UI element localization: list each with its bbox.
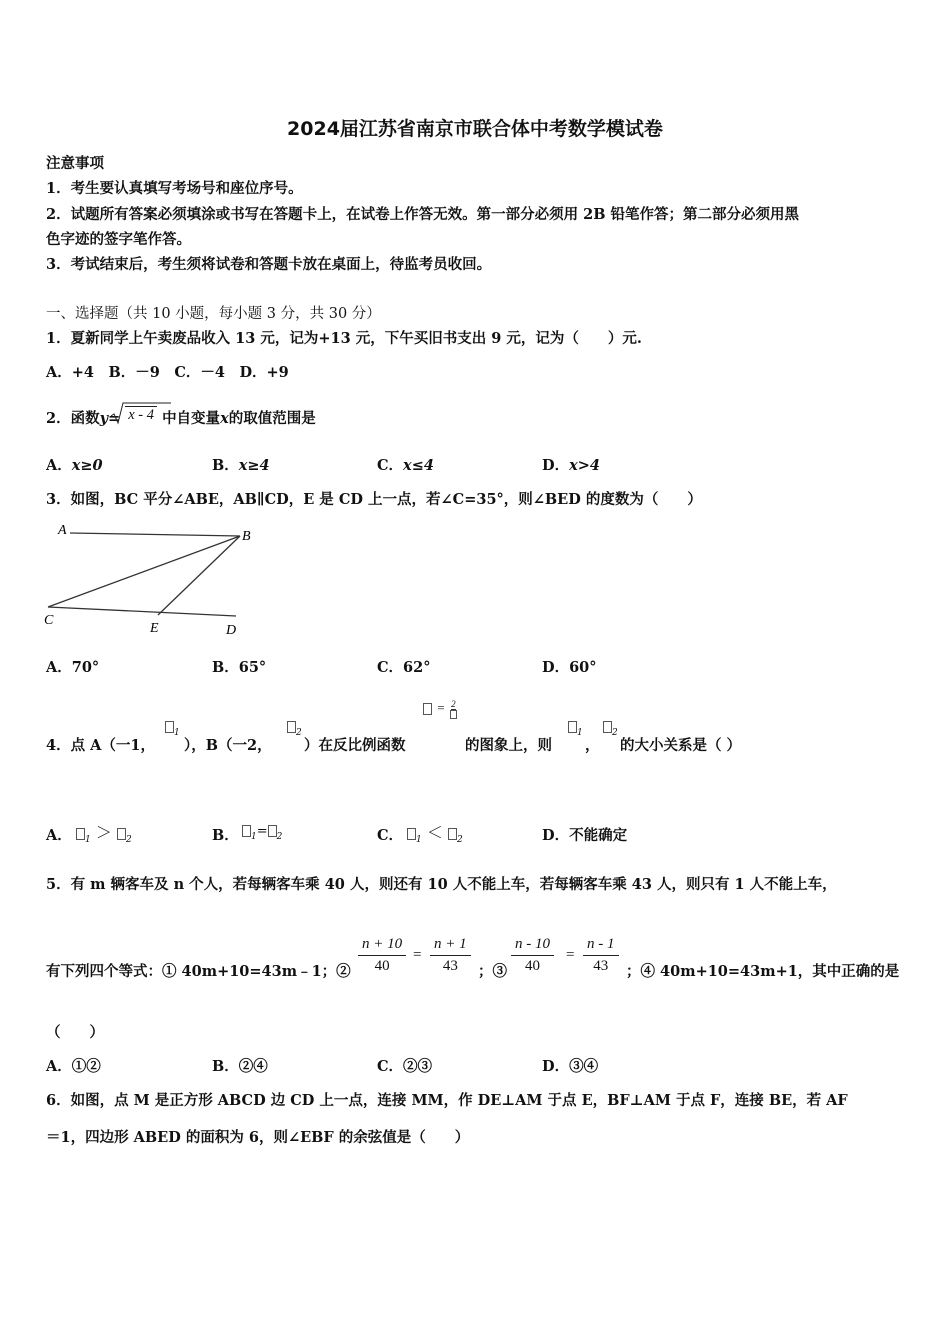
line-be: [158, 536, 240, 615]
notice-item-2-line-1: 2．试题所有答案必须填涂或书写在答题卡上，在试卷上作答无效。第一部分必须用 2B 铅笔作答；第二部分必须用黑: [46, 206, 800, 223]
question-4-option-c-label: C．: [377, 827, 404, 844]
option-label: B．: [212, 457, 239, 474]
placeholder-glyph: [242, 825, 251, 837]
question-4-option-a-label: A．: [46, 827, 72, 844]
question-4-option-b-expr: [242, 820, 282, 842]
question-3-option-c: C．62°: [377, 659, 431, 676]
question-5-option-b: B．②④: [212, 1058, 268, 1075]
sqrt-symbol: [111, 403, 125, 425]
subscript: 2: [125, 835, 132, 846]
notice-item-3: 3．考试结束后，考生须将试卷和答题卡放在桌面上，待监考员收回。: [46, 256, 492, 273]
function-fraction: [450, 699, 457, 719]
subscript: 1: [251, 832, 257, 843]
placeholder-glyph: [568, 721, 577, 733]
question-2-suffix-a: 中自变量: [162, 410, 221, 427]
fraction-3: [511, 936, 554, 975]
question-4-option-b-label: B．: [212, 827, 239, 844]
question-3-option-b: B．65°: [212, 659, 267, 676]
placeholder-glyph: [165, 721, 174, 733]
option-label: C．: [377, 457, 404, 474]
question-5-option-c: C．②③: [377, 1058, 433, 1075]
y2-symbol-ref: [603, 716, 618, 738]
fraction-2-denominator: 43: [442, 958, 458, 974]
question-6-line-2: ＝1，四边形 ABED 的面积为 6，则∠EBF 的余弦值是（ ）: [46, 1129, 470, 1146]
line-ab: [70, 533, 240, 536]
function-expression: [423, 699, 457, 719]
placeholder-glyph: [287, 721, 296, 733]
fraction-1: [358, 936, 406, 975]
question-5-line-2-a: 有下列四个等式：① 40m+10=43m﹣1；②: [46, 963, 351, 980]
question-3-option-a: A．70°: [46, 659, 100, 676]
fraction-4-numerator: n - 1: [583, 936, 619, 956]
equals-sign-1: =: [413, 947, 422, 963]
question-4-part-5: ，: [585, 737, 600, 754]
fraction-2: [430, 936, 471, 975]
question-5-option-d: D．③④: [542, 1058, 599, 1075]
equals-sign-2: =: [566, 947, 575, 963]
fraction-3-numerator: n - 10: [511, 936, 554, 956]
question-5-line-2-b: ；④ 40m+10=43m+1，其中正确的是: [626, 963, 900, 980]
label-a: A: [58, 523, 67, 538]
subscript: 1: [85, 835, 91, 846]
question-4-part-1: 4．点 A（一1，: [46, 737, 155, 754]
placeholder-glyph: [407, 828, 416, 840]
option-label: A．: [46, 457, 72, 474]
y1-symbol-ref: [568, 716, 583, 738]
placeholder-glyph: [450, 710, 457, 719]
option-value: x≥0: [71, 457, 103, 474]
notice-heading: 注意事项: [46, 155, 104, 172]
question-3-option-d: D．60°: [542, 659, 597, 676]
question-5-stem: 5．有 m 辆客车及 n 个人，若每辆客车乘 40 人，则还有 10 人不能上车，若每辆客车乘 43 人，则只有 1 人不能上车，: [46, 876, 837, 893]
sqrt-radicand: x - 4: [125, 406, 157, 423]
option-value: x≤4: [403, 457, 434, 474]
question-4-part-3: ）在反比例函数: [304, 737, 406, 754]
fraction-4-denominator: 43: [593, 958, 609, 974]
comparison-operator: ＞: [95, 823, 112, 842]
label-b: B: [242, 529, 251, 544]
page-title: 2024届江苏省南京市联合体中考数学模试卷: [287, 118, 663, 140]
question-1-stem: 1．夏新同学上午卖废品收入 13 元，记为+13 元，下午买旧书支出 9 元，记为（ ）元.: [46, 330, 642, 347]
equals-sign: =: [437, 699, 445, 715]
line-bc: [48, 536, 240, 607]
question-2-stem: [46, 407, 316, 428]
question-4-part-4: 的图象上，则: [465, 737, 552, 754]
question-6-line-1: 6．如图，点 M 是正方形 ABCD 边 CD 上一点，连接 MM，作 DE⊥AM 于点 E，BF⊥AM 于点 F，连接 BE，若 AF: [46, 1092, 848, 1109]
question-2-option-d: [542, 454, 600, 475]
placeholder-glyph: [117, 828, 126, 840]
notice-item-1: 1．考生要认真填写考场号和座位序号。: [46, 180, 303, 197]
label-d: D: [226, 623, 237, 638]
subscript: 2: [296, 728, 302, 739]
comparison-operator: =: [256, 824, 268, 839]
option-label: D．: [542, 457, 570, 474]
placeholder-glyph: [423, 703, 432, 715]
geometry-figure: [40, 518, 262, 642]
fraction-1-denominator: 40: [374, 958, 390, 974]
question-4-option-d: D．不能确定: [542, 827, 628, 844]
subscript: 2: [612, 728, 618, 739]
question-5-option-a: A．①②: [46, 1058, 101, 1075]
fraction-2-numerator: n + 1: [430, 936, 471, 956]
question-3-stem: 3．如图，BC 平分∠ABE，AB∥CD，E 是 CD 上一点，若∠C=35°，则∠BED 的度数为（ ）: [46, 491, 702, 508]
y1-symbol: [165, 716, 180, 738]
question-2-option-a: [46, 454, 103, 475]
fraction-3-denominator: 40: [525, 958, 540, 974]
label-e: E: [150, 621, 159, 636]
line-cd: [48, 607, 236, 616]
sqrt-expression: [125, 407, 157, 424]
question-2-option-c: [377, 454, 434, 475]
question-2-var: x: [220, 410, 229, 427]
question-5-separator: ；③: [478, 963, 507, 980]
question-2-suffix-b: 的取值范围是: [228, 410, 316, 427]
question-2-prefix: 2．函数: [46, 410, 100, 427]
question-4-part-6: 的大小关系是（ ）: [620, 737, 742, 754]
question-5-answer-blank: （ ）: [46, 1024, 104, 1041]
subscript: 1: [174, 728, 180, 739]
function-numerator: 2: [451, 699, 456, 709]
subscript: 1: [416, 835, 422, 846]
question-1-options: A．+4 B．－9 C．－4 D．+9: [46, 364, 289, 381]
y2-symbol: [287, 716, 302, 738]
question-4-option-a-expr: [76, 820, 132, 845]
placeholder-glyph: [603, 721, 612, 733]
notice-item-2-line-2: 色字迹的签字笔作答。: [46, 231, 191, 248]
subscript: 2: [276, 832, 283, 843]
section-heading: 一、选择题（共 10 小题，每小题 3 分，共 30 分）: [46, 306, 381, 322]
placeholder-glyph: [448, 828, 457, 840]
option-value: x≥4: [238, 457, 270, 474]
subscript: 1: [577, 728, 583, 739]
label-c: C: [44, 613, 54, 628]
fraction-1-numerator: n + 10: [358, 936, 406, 956]
fraction-4: [583, 936, 619, 975]
question-4-part-2: ），B（一2，: [184, 737, 272, 754]
question-4-option-c-expr: [407, 820, 463, 845]
comparison-operator: ＜: [426, 823, 443, 842]
placeholder-glyph: [76, 828, 85, 840]
question-2-option-b: [212, 454, 270, 475]
placeholder-glyph: [268, 825, 277, 837]
subscript: 2: [456, 835, 463, 846]
question-2-y: y=: [99, 410, 121, 427]
option-value: x>4: [569, 457, 600, 474]
